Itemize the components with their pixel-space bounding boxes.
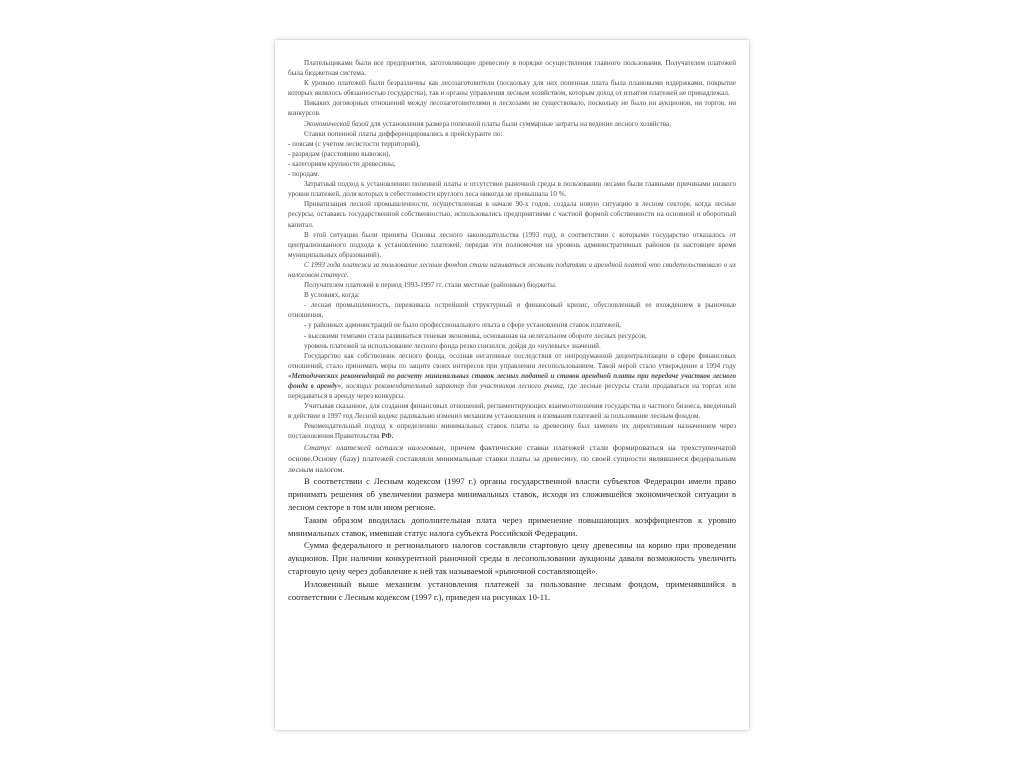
text-run: - у районных администраций не было профессионального опыта в сфере установления ставок платежей, — [304, 321, 621, 330]
text-run: Экономической базой — [304, 119, 369, 128]
document-page — [275, 40, 749, 730]
paragraph — [288, 169, 736, 179]
text-run: «Методических рекомендаций по расчету минимальных ставок лесных податей и ставок арендной платы при передаче участков лесного фонда в аренду» — [288, 371, 736, 390]
text-run: для установления размера попенной платы были суммарные затраты на ведение лесного хозяйства. — [368, 119, 671, 128]
text-run: Затратный подход к установлению попенной платы и отсутствие рыночной среды в пользовании лесами были главными причинами низкого уровня платежей, доля которых в себестоимости круглого леса никогда не превышала 10 %. — [288, 180, 736, 199]
text-run: Статус платежей остался налоговым, — [304, 442, 446, 452]
text-run: причем фактические ставки платежей стали формироваться на трехступенчатой основе.Основу (базу) платежей составляли минимальные ставки платы за древесину, по своей сущности являвшиеся федеральным лесным налогом. — [288, 442, 736, 475]
text-run: С 1993 года платежи за пользование лесным фондом стали называться лесными податями и арендной платой что свидетельствовало о их налоговом статусе. — [288, 260, 736, 279]
text-run: Никаких договорных отношений между лесозаготовителями и лесхозами не существовало, поскольку не было ни аукционов, ни торгов, ни конкурсов. — [288, 99, 736, 118]
paragraph — [288, 421, 736, 441]
paragraph — [288, 78, 736, 98]
text-run: - разрядам (расстоянию вывозки), — [288, 149, 391, 158]
text-run: , — [341, 382, 347, 390]
paragraph — [288, 442, 736, 476]
text-run: Учитывая сказанное, для создания финансовых отношений, регламентирующих взаимоотношения государства и частного бизнеса, введенный в действие в 1997 год Лесной кодекс радикально изменил механизм установления и взимания платежей за пользование лесным фондом. — [288, 402, 736, 421]
text-run: - поясам (с учетом лесистости территорий), — [288, 139, 420, 148]
text-run: Приватизация лесной промышленности, осуществленная в начале 90-х годов, создала новую ситуацию в лесном секторе, когда лесные ресурсы, оставаясь государственной собственностью, использовались предприятиями с частной формой собственности на основной и оборотный капитал. — [288, 200, 736, 229]
paragraph — [288, 179, 736, 199]
paragraph — [288, 401, 736, 421]
text-run: Государство как собственник лесного фонда, осознав негативные последствия от непродуманной децентрализации в сфере финансовых отношений, стало принимать меры по защите своих интересов при управлении лесопользованием. Такой мерой стало утверждение в 1994 году — [288, 351, 736, 370]
text-run: Плательщиками были все предприятия, заготовляющие древесину в порядке осуществления главного пользования. Получателем платежей была бюджетная система. — [288, 59, 736, 78]
text-run: Ставки попенной платы дифференцировались в прейскуранте по: — [304, 129, 503, 138]
paragraph — [288, 331, 736, 341]
text-run: В соответствии с Лесным кодексом (1997 г.) органы государственной власти субъектов Федерации имели право принимать решения об увеличении размера минимальных ставок, исходя из сложившейся экономической ситуации в лесном секторе в том или ином регионе. — [288, 476, 736, 513]
paragraph — [288, 98, 736, 118]
text-run: - лесная промышленность, переживала острейший структурный и финансовый кризис, обусловленный ее вхождением в рыночные отношения, — [288, 301, 736, 320]
text-run: уровень платежей за использование лесного фонда резко снизился, дойдя до «нулевых» значений. — [304, 341, 601, 350]
text-run: В этой ситуации были приняты Основы лесного законодательства (1993 год), в соответствии с которыми государство отказалось от централизованного подхода к установлению платежей, передав эти полномочия на уровень административных районов (в настоящее время муниципальных образований). — [288, 230, 736, 259]
paragraph — [288, 300, 736, 320]
text-run: - категориям крупности древесины, — [288, 159, 396, 168]
paragraph — [288, 139, 736, 149]
text-run: Изложенный выше механизм установления платежей за пользование лесным фондом, применявшийся в соответствии с Лесным кодексом (1997 г.), приведен на рисунках 10-11. — [288, 578, 736, 602]
paragraph — [288, 119, 736, 129]
text-run: К уровню платежей были безразличны как лесозаготовители (поскольку для них попенная плата была плановыми издержками, покрытие которых являлось обязанностью государства), так и органы управления лесным хозяйством, которым доход от изъятия платежей не принадлежал. — [288, 79, 736, 98]
text-run: носящих рекомендательный характер для участников лесного рынка, — [346, 382, 565, 390]
paragraph — [288, 320, 736, 330]
paragraph — [288, 475, 736, 513]
text-run: - породам. — [288, 170, 320, 179]
paragraph — [288, 149, 736, 159]
paragraph — [288, 578, 736, 604]
paragraph — [288, 280, 736, 290]
text-run: Рекомендательный подход к определению минимальных ставок платы за древесину был заменен их директивным назначением через постановления Правительства — [288, 422, 736, 441]
paragraph — [288, 260, 736, 280]
paragraph — [288, 514, 736, 540]
paragraph — [288, 290, 736, 300]
paragraph — [288, 159, 736, 169]
text-run: Сумма федерального и регионального налогов составляли стартовую цену древесины на корню при проведении аукционов. При наличии конкурентной рыночной среды в лесопользовании аукционы давали возможность увеличить стартовую цену через добавление к ней так называемой «рыночной составляющей». — [288, 540, 736, 577]
paragraph — [288, 351, 736, 401]
text-run: В условиях, когда: — [304, 291, 360, 300]
paragraph — [288, 341, 736, 351]
paragraph — [288, 58, 736, 78]
text-run: - высокими темпами стала развиваться теневая экономика, основанная на нелегальном обороте лесных ресурсов, — [304, 331, 647, 340]
text-run: РФ. — [381, 432, 394, 441]
document-text — [288, 58, 736, 723]
paragraph — [288, 199, 736, 229]
text-run: где лесные ресурсы стали продаваться на торгах или передаваться в аренду через конкурсы. — [288, 382, 736, 401]
text-run: Получателем платежей в период 1993-1997 гг. стали местные (районные) бюджеты. — [304, 281, 557, 290]
paragraph — [288, 539, 736, 577]
paragraph — [288, 230, 736, 260]
paragraph — [288, 129, 736, 139]
text-run: Таким образом вводилась дополнительная плата через применение повышающих коэффициентов к уровню минимальных ставок, имевшая статус налога субъекта Российской Федерации. — [288, 514, 736, 538]
